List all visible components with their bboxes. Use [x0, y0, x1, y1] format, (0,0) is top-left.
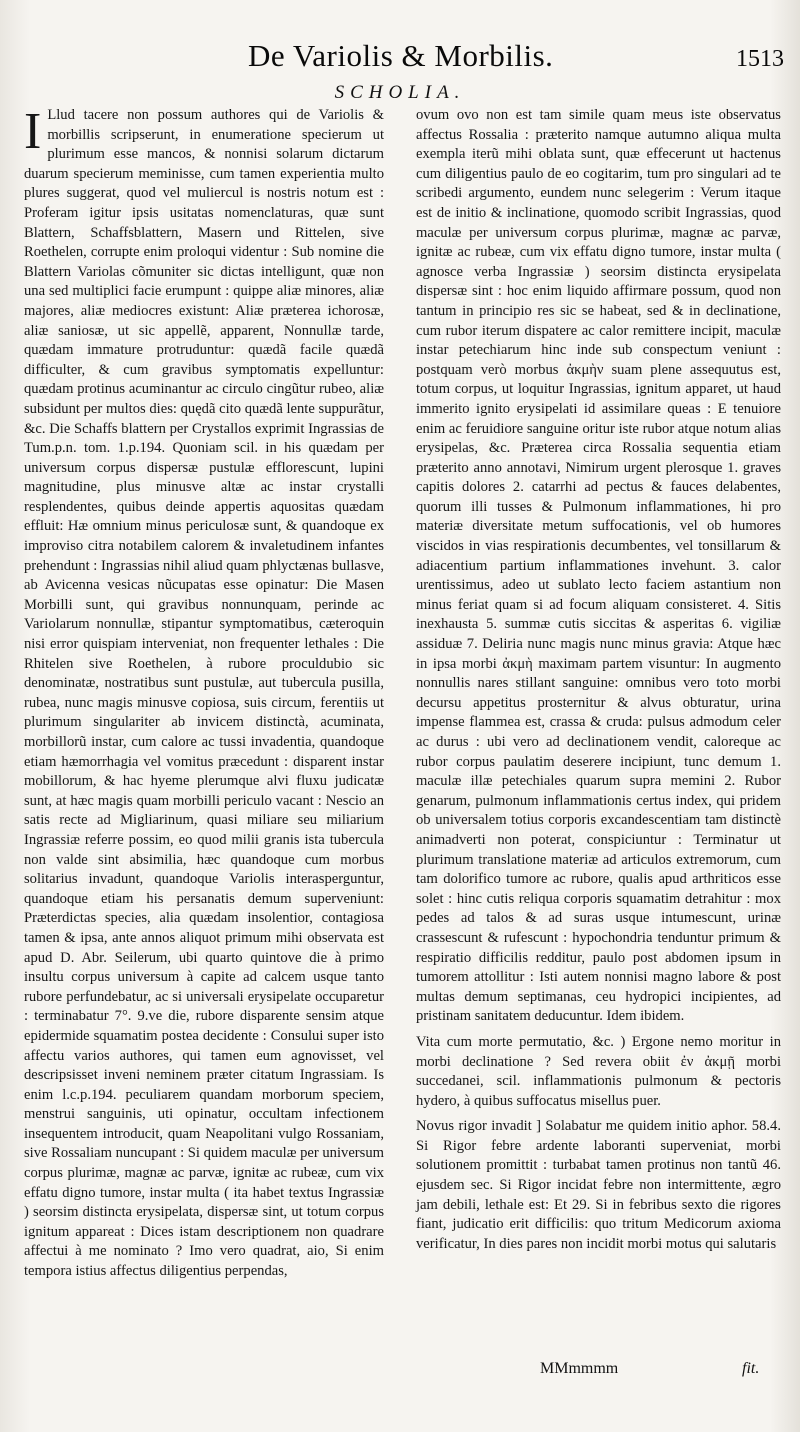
page-number: 1513 [736, 46, 784, 72]
text-columns [24, 103, 782, 1361]
drop-cap: I [24, 103, 42, 160]
paragraph: ovum ovo non est tam simile quam meus iste observatus affectus Rossalia : præterito namque autumno aliqua multa exempla iterũ mihi oblata sunt, quæ effecerunt ut hactenus cum diligentius paulo de eo cogitarim, tum pro singulari ad te scribedi argumento, eundem nunc selegerim : Verum itaque est de initio & inclinatione, quomodo scribit Ingrassias, quod maculæ per universum corpus plurimæ, magnæ ac parvæ, ignitæ ac rubeæ, cum vix effatu digno tumore, instar multa ( agnosce verba Ingrassiæ ) seorsim distincta erysipelata dispersæ sint : hoc enim liquido affirmare possum, quod non tantum in principio res sic se habeat, sed & in declinatione, cum rubor iterum dispatere ac calor remittere incipit, maculæ instar petechiarum hinc inde sub conspectum veniunt : postquam verò morbus ἀκμὴν suam plene assequutus est, totum corpus, ut loquitur Ingrassias, ignitum apparet, ut haud immerito ignito erysipelati id assimilare queas : E tenuiore enim ac feruidiore sanguine oritur iste rubor atque notum alias erysipelas, &c. Præterea circa Rossalia sequentia etiam præterito anno annotavi, Nimirum urgent plerosque 1. graves capitis dolores 2. catarrhi ad pectus & fauces delabentes, quorum illi tusses & Pulmonum inflammationes, hi pro materiæ diversitate metum suffocationis, vel ob humores viscidos in vias respirationis decumbentes, vel tonsillarum & adiacentium partium inflammationes invehunt. 3. calor urentissimus, adeo ut sublato lecto faciem astantium non minus feriat quam si ad focum aliquam consisteret. 4. Sitis inexhausta 5. summæ cutis siccitas & asperitas 6. vigiliæ assiduæ 7. Deliria nunc magis nunc minus gravia: Atque hæc in ipsa morbi ἀκμὴ maximam partem visuntur: In augmento nonnullis nares stillant sanguine: omnibus vero toto morbi decursu appetitus prosternitur & alvus obturatur, urina impense flammea est, crassa & cruda: pulsus admodum celer ac durus : ubi vero ad declinationem vendit, caloreque ac rubor corpus paulatim deserere incipiunt, tunc demum 1. maculæ illæ petechiales quarum supra memini 2. Rubor genarum, pulmonum inflammationis certus index, qui pridem ob universalem totius corporis excandescentiam tam distinctè animadverti non poterat, conspiciuntur : Terminatur ut plurimum translatione materiæ ad articulos extremorum, cum tam dolorifico tumore ac rubore, qualis apud arthriticos esse solet : hinc cutis reliqua corporis squamatim detrahitur : mox pedes ad talos & ad suras usque intumescunt, urinæ crassescunt & rufescunt : hypochondria tenduntur primum & respiratio difficilis redditur, paulo post abdomen ipsum in tumorem attollitur : Isti autem nonnisi magno labore & post multas demum septimanas, ceu hydropici incipientes, ad pristinam sanitatem deducuntur. Idem ibidem. [416, 107, 781, 1025]
left-column [24, 103, 384, 1288]
running-head [0, 38, 800, 78]
section-heading: SCHOLIA. [334, 82, 466, 103]
paragraph: Vita cum morte permutatio, &c. ) Ergone nemo moritur in morbi declinatione ? Sed revera obiit ἐν ἀκμῇ morbi succedanei, scil. inflammationis pulmonum & pectoris hydero, à quibus suffocatus misellus puer. [416, 1033, 781, 1109]
signature-mark: MMmmmm [540, 1360, 619, 1377]
right-column [416, 106, 781, 1260]
paragraph [24, 103, 384, 1282]
running-title: De Variolis & Morbilis. [248, 38, 554, 73]
paragraph-text: Llud tacere non possum authores qui de Variolis & morbillis scripserunt, in enumeratione specierum ut plurimum esse mancos, & nonnisi solarum dictarum duarum specierum meminisse, cum tamen experientia multo plures suggerat, quod vel muliercul is nostris notum est : Proferam igitur ipsis usitatas nomenclaturas, quæ sunt Blattern, Schaffsblattern, Masern und Rittelen, sive Roethelen, corrupte enim proloqui videntur : Sub nomine die Blattern Variolas cõmuniter sic dictas intelligunt, quæ non una sed multiplici facie erumpunt : quippe aliæ minores, aliæ majores, aliæ mediocres existunt: Aliæ præterea ichorosæ, aliæ saniosæ, ut sic appellẽ, apparent, Nonnullæ tarde, quædam immature protruduntur: quædã facile quædã difficulter, & cum gravibus symptomatis expelluntur: quædam protinus acuminantur ac circulo cingũtur rubeo, aliæ subsidunt per multos dies: quędã cito quædã lente suppurãtur, &c. Die Schaffs blattern per Crystallos exprimit Ingrassias de Tum.p.n. tom. 1.p.194. Quoniam scil. in his quædam per universum corpus dispersæ pustulæ efflorescunt, lupini magnitudine, plus minusve altæ ac instar crystalli resplendentes, quibus deinde appertis aquositas quædam effluit: Hæ omnium minus periculosæ sunt, & quandoque ex improviso citra notabilem calorem & invaletudinem infantes prehendunt : Ingrassias nihil aliud quam phlyctænas bullasve, ab Avicenna vesicas nũcupatas esse opinatur: Die Masen Morbilli sunt, qui gravibus nonnunquam, perinde ac Variolarum nonnullæ, stipantur symptomatibus, cæteroquin nisi error quispiam interveniat, non frequenter lethales : Die Rhitelen sive Roethelen, à rubore proculdubio sic denominatæ, nostratibus sunt pustulæ, aut tubercula pusilla, rubea, nunc magis minusve copiosa, suis circum, ferentiis ut plurimum singulariter ab invicem distinctà, acuminata, morbillorũ instar, cum calore ac tussi invadentia, quandoque etiam hæmorrhagia vel vomitus præcedunt : disparent instar mobillorum, & hac hyeme plerumque alvi fluxu judicatæ sunt, at hæc magis quam morbilli periculo vacant : Nescio an satis recte ad Migliarinum, quasi miliare seu miliarium Ingrassiæ referre possim, eo quod milii granis ista tubercula non valde sint absimilia, hæc quandoque cum morbus solitarius invadunt, quandoque Variolis interasperguntur, quandoque etiam his persanatis demum superveniunt: Præterdictas species, alia quædam insolentior, contagiosa tamen & ipsa, ante annos aliquot primum mihi observata est apud D. Abr. Seilerum, ubi quarto quintove die à primo insultu corpus universum à capite ad calcem usque tanto rubore perfundebatur, ac si universali erysipelate occuparetur : terminabatur 7°. 9.ve die, rubore disparente sensim atque epidermide squamatim postea decidente : Consului super isto affectu varios authores, qui tamen eum agnovisset, vel descripsisset inveni neminem præter citatum Ingrassiam. Is enim l.c.p.194. peculiarem quandam morborum speciem, menstrui sanguinis, uti opinatur, occultam infectionem insequentem introducit, quam Neapolitani vulgo Rossaniam, sive Rossaliam nuncupant : Si quidem maculæ per universum corpus plurimæ, magnæ ac parvæ, ignitæ ac rubeæ, cum vix effatu digno tumore, instar multa ( ita habet textus Ingrassiæ ) seorsim distincta erysipelata, dispersæ sint, ut totum corpus ignitum appareat : Dices istam descriptionem non quadrare affectui à me nominato ? Imo vero quadrat, aio, Si enim tempora istius affectus diligentius perpendas, [24, 107, 384, 1280]
paragraph: Novus rigor invadit ] Solabatur me quidem initio aphor. 58.4. Si Rigor febre ardente laboranti superveniat, morbi solutionem promittit : turbabat tamen protinus non tantũ 46. ejusdem sec. Si Rigor incidat febre non intermittente, ægro jam debili, lethale est: Et 29. Si in febribus sexto die rigores fiant, judicatio erit difficilis: quo tritum Medicorum axioma verificatur, In dies pares non incidit morbi motus qui salutaris [416, 1118, 781, 1252]
catchword: fit. [742, 1360, 760, 1377]
